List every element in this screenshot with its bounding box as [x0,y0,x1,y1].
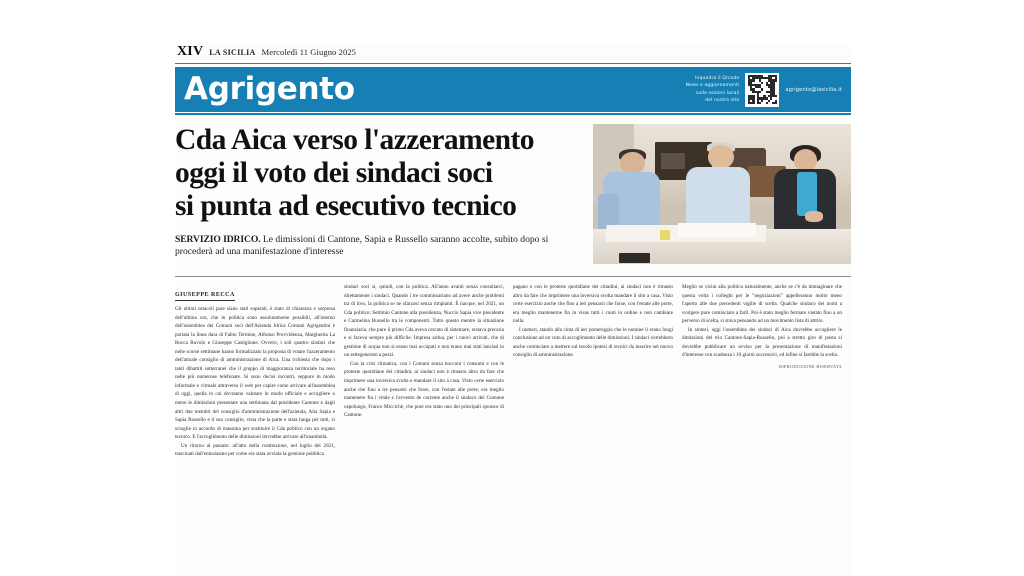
text-column-1 [175,283,335,576]
text-column-2 [344,283,504,576]
photo-object-dark [619,253,650,263]
headline-block [175,124,583,264]
paragraph: Un ritorno al passato: all'atto della costituzione, nel luglio del 2021, trascinati dall'entusiasmo per come era stata avviata la gestione pubblica [175,442,335,458]
paragraph: Meglio se vicini alla politica naturalmente, anche se c'è da immaginare che questa volta i colleghi per le "negoziazioni" appelleranno molto meno l'aperto alle due precedenti vigilie di scelta. Qualche sindaco dei nomi a svolgere pure cominciato a farli. Poi è stato meglio fermare vietato fino a un perverso di scelta, si stava pensando ad un movimento lista di attrito. [682,284,842,325]
paragraph: I numeri, stando alla cinta di ieri pomeriggio che le nomine li erano lungi conclusione ad un voto di accoglimento delle dimissioni. I sindaci vorrebbero anche cominciare a mettere sul tavolo ipotesi di tecnici da inserire nel nuovo consiglio di amministrazione. [513,326,673,359]
photo-person-3-hand [805,211,823,222]
issue-date: Mercoledì 11 Giugno 2025 [261,47,357,57]
section-email[interactable]: agrigento@lasicilia.it [785,86,842,93]
banner-underline [175,113,851,115]
standfirst-text: Le dimissioni di Cantone, Sapia e Russello saranno accolte, subito dopo si procederà ad una manifestazione d'interesse [175,233,549,257]
qr-promo-line-2: News e aggiornamenti [685,83,740,89]
paragraph: Con la crisi climatica, con i Comuni senza bocconi i consumi e con le proteste quotidiane dei cittadini, ai sindaci non è rimasto altro da fare che imprimere una inversiva svolta e mandare il sito a casa. Visto certe esercizio anche che fino a tre pensarsi che forse, con l'estate alle porte, era meglio mantenere fra i vitale e l'avvento de corrente anche il sindaco del Comune capoluogo, Franco Miccichè, che pure era stato uno dei principali sponsor di Cantone. [344,360,504,419]
section-title: Agrigento [184,71,355,107]
article-standfirst [175,234,583,259]
qr-promo-line-3: sulle sezioni locali [695,90,740,96]
article-photo [593,124,851,264]
masthead-name: LA SICILIA [209,48,256,57]
photo-person-2-head [708,145,734,169]
paragraph: pagano e con le proteste quotidiane dei cittadini, ai sindaci non è rimasto altro da fare che imprimere una inversiva svolta mandare il sito a casa. Visto certe esercizio anche che fino a ieri pensarsi che forse, con l'estate alle porte, era meglio mantenerne fin in visus tutti i conti in ordine e non cambiare nulla. [513,284,673,325]
qr-promo-block [686,67,851,112]
paragraph: In sintesi, oggi l'assemblea dei sindaci di Aica dovrebbe accogliere le dimissioni del trio Cantone-Sapia-Russello, poi a stretto giro di posta si dovrebbe pubblicare un avviso per la presentazione di manifestazioni d'interesse con scadenza i 10 giorni successivi, ed infine si farebbe la scelta. [682,326,842,359]
qr-promo-line-1: Inquadra il Qrcode [695,76,740,82]
article-headline [175,124,583,223]
headline-line-1: Cda Aica verso l'azzeramento [175,124,534,156]
article-byline: GIUSEPPE RECCA [175,292,235,301]
text-column-4 [682,283,842,576]
photo-papers-2 [678,223,755,237]
qr-code-icon[interactable] [745,73,779,107]
qr-promo-text [686,75,740,103]
end-of-article-mark: RIPRODUZIONE RISERVATA [778,363,842,369]
photo-person-3-shirt [797,172,818,217]
article-body [175,283,851,576]
photo-cup [660,230,670,240]
headline-line-2: oggi il voto dei sindaci soci [175,156,493,189]
standfirst-kicker: SERVIZIO IDRICO. [175,233,261,245]
paragraph: sindaci soci si, quindi, con la politica. All'anno avanti senza consultarci, direttamente i sindaci. Quando i tre commissariano ad avere anche problemi tra di loro, la politica se ne sfarzosi senza rimpianti. È nacque, nel 2021, un Cda politico: Settimio Cantone alla presidenza, Nuccio Sapia vice presidente e Carmelina Russello tra le componenti. Tutto questo mentre la situazione finanziaria, che pure il primo Cda aveva cercato di sistemare, restava precaria e si faceva sempre più difficile. Impresa ardua, per i nuovi arrivati, che di gestione di acqua non si erano mai occupati e non erano mai stati lanciati in un settegenerato a pezzi. [344,284,504,359]
photo-canvas [593,124,851,264]
photo-cabinet-screen [661,153,684,168]
qr-promo-line-4: del nostro sito [705,97,740,103]
body-divider [175,276,851,277]
headline-zone [175,124,851,264]
paragraph: Gli ultimi ostacoli pare siano stati superati, è stato di chiarezza e sorpresa dell'ultima ora, che in politica sono assolutamente possibili, all'interno dell'assemblea dei Comuni soci dell'Azienda Idrica Comuni Agrigentini è portata la linea dura di Fabio Termine, Alfonso Provvidenza, Margherita La Rocca Ruvolo e Giuseppe Castiglione. Ovvero, i soli quattro sindaci che nelle scorse settimane hanno formalizzato la proposta di votare l'azzeramento dell'attuale consiglio di amministrazione di Aica. Una richiesta che dopo i tanti dibattiti sotterranei che il gruppo di maggioranza territoriale ha reso nelle più numerose telefonate. Si sono decisi incontri, seppure in modo informale e virtuale attraverso il web per capire come arrivare all'assemblea di oggi, quella in cui dovranno valutare in modo ufficiale e accogliere o meno le dimissioni presentate una settimana dal presidente Cantone e dagli altri due membri del consiglio d'amministrazione dell'azienda, Alia Sapia e Sapia Russello e il suo consiglio, vista che la parte e stata lunga per tutti, si scioglie in accordo di massima per sostituire il Cda politico con un organo tecnico. E l'accoglimento delle dimissioni dovrebbe arrivare all'unanimità. [175,306,335,441]
folio-line [175,44,851,62]
newspaper-sheet [175,44,851,576]
headline-line-3: si punta ad esecutivo tecnico [175,189,517,222]
folio-divider [175,63,851,64]
page-number: XIV [177,44,204,59]
section-banner [175,67,851,112]
text-column-3 [513,283,673,576]
